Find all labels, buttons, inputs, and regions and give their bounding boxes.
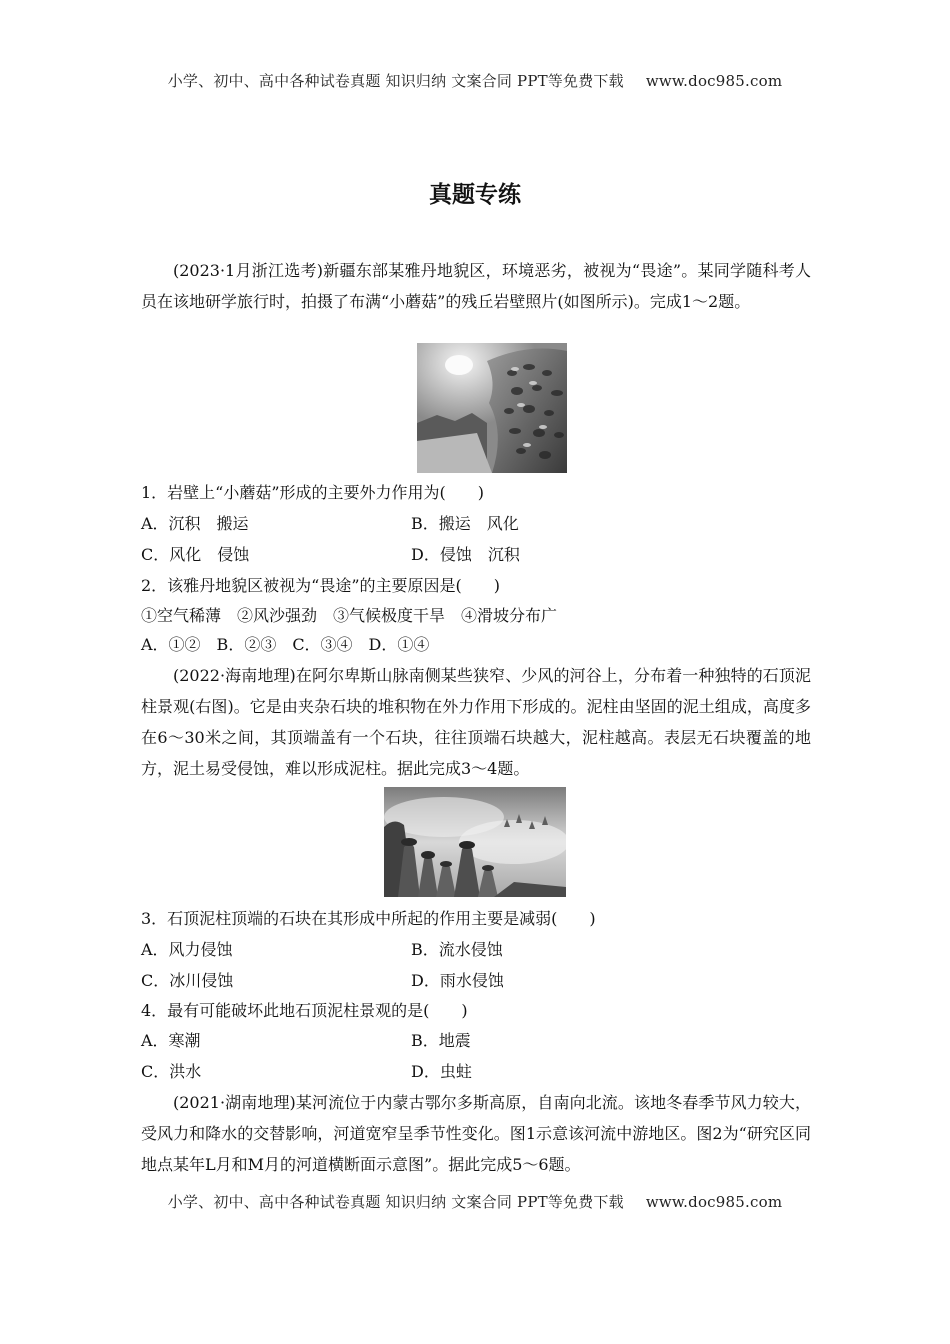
header-site[interactable]: www.doc985.com bbox=[645, 72, 783, 90]
q1-option-d[interactable]: D．侵蚀 沉积 bbox=[411, 545, 520, 564]
q2-stem: 2．该雅丹地貌区被视为“畏途”的主要原因是( ) bbox=[141, 576, 501, 595]
q3-option-a[interactable]: A．风力侵蚀 bbox=[141, 940, 233, 959]
passage-2: (2022·海南地理)在阿尔卑斯山脉南侧某些狭窄、少风的河谷上，分布着一种独特的石顶泥柱景观(右图)。它是由夹杂石块的堆积物在外力作用下形成的。泥柱由坚固的泥土组成，高度多在6～30米之间，其顶端盖有一个石块，往往顶端石块越大，泥柱越高。表层无石块覆盖的地方，泥土易受侵蚀，难以形成泥柱。据此完成3～4题。 bbox=[141, 666, 811, 778]
q4-option-c[interactable]: C．洪水 bbox=[141, 1062, 202, 1081]
q3-stem: 3．石顶泥柱顶端的石块在其形成中所起的作用主要是减弱( ) bbox=[141, 909, 596, 928]
yardang-rock-photo bbox=[417, 343, 567, 473]
yardang-photo-graphic bbox=[417, 343, 567, 473]
q3-option-b[interactable]: B．流水侵蚀 bbox=[411, 940, 503, 959]
q2-items: ①空气稀薄 ②风沙强劲 ③气候极度干旱 ④滑坡分布广 bbox=[141, 606, 558, 625]
q4-option-d[interactable]: D．虫蛀 bbox=[411, 1062, 472, 1081]
q4-stem: 4．最有可能破坏此地石顶泥柱景观的是( ) bbox=[141, 1001, 468, 1020]
page-header bbox=[0, 70, 950, 91]
q1-option-b[interactable]: B．搬运 风化 bbox=[411, 514, 519, 533]
q3-option-d[interactable]: D．雨水侵蚀 bbox=[411, 971, 504, 990]
earth-pillar-photo bbox=[384, 787, 566, 897]
q4-option-a[interactable]: A．寒潮 bbox=[141, 1031, 201, 1050]
footer-text: 小学、初中、高中各种试卷真题 知识归纳 文案合同 PPT等免费下载 bbox=[167, 1193, 624, 1211]
q4-option-b[interactable]: B．地震 bbox=[411, 1031, 471, 1050]
earth-pillar-graphic bbox=[384, 787, 566, 897]
passage-1: (2023·1月浙江选考)新疆东部某雅丹地貌区，环境恶劣，被视为“畏途”。某同学随科考人员在该地研学旅行时，拍摄了布满“小蘑菇”的残丘岩壁照片(如图所示)。完成1～2题。 bbox=[141, 261, 811, 311]
q3-option-c[interactable]: C．冰川侵蚀 bbox=[141, 971, 234, 990]
footer-site[interactable]: www.doc985.com bbox=[645, 1193, 783, 1211]
page-title: 真题专练 bbox=[429, 182, 521, 208]
q1-option-a[interactable]: A．沉积 搬运 bbox=[141, 514, 249, 533]
header-text: 小学、初中、高中各种试卷真题 知识归纳 文案合同 PPT等免费下载 bbox=[167, 72, 624, 90]
page-footer bbox=[0, 1191, 950, 1212]
q1-stem: 1．岩壁上“小蘑菇”形成的主要外力作用为( ) bbox=[141, 483, 485, 502]
q1-option-c[interactable]: C．风化 侵蚀 bbox=[141, 545, 250, 564]
passage-3: (2021·湖南地理)某河流位于内蒙古鄂尔多斯高原，自南向北流。该地冬春季节风力较大，受风力和降水的交替影响，河道宽窄呈季节性变化。图1示意该河流中游地区。图2为“研究区同地点某年L月和M月的河道横断面示意图”。据此完成5～6题。 bbox=[141, 1093, 811, 1174]
q2-options[interactable]: A．①② B．②③ C．③④ D．①④ bbox=[141, 635, 430, 654]
